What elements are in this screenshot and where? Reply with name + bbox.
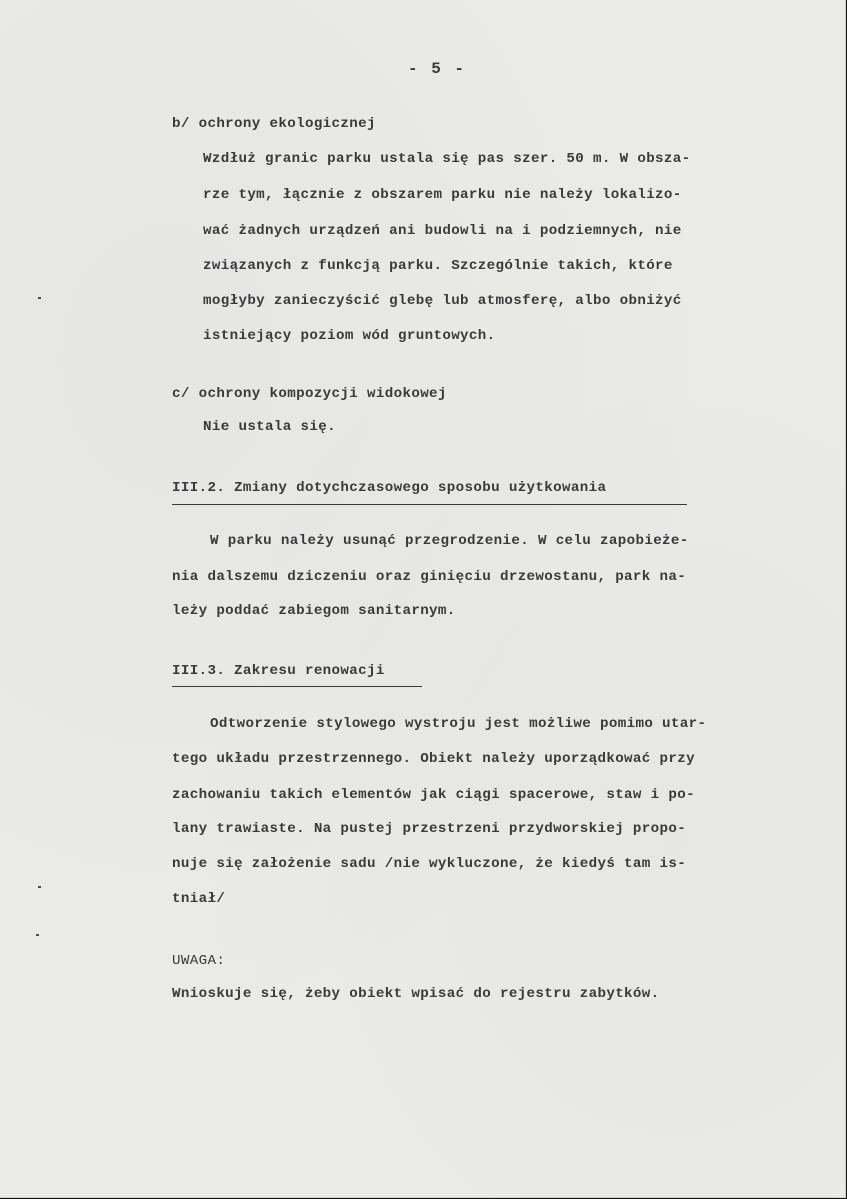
scan-speck xyxy=(38,886,41,888)
section-iii3-heading: III.3. Zakresu renowacji xyxy=(172,663,385,679)
section-b-line: rze tym, łącznie z obszarem parku nie należy lokalizo- xyxy=(203,187,682,203)
section-iii3-line: nuje się założenie sadu /nie wykluczone, że kiedyś tam is- xyxy=(172,856,687,872)
section-iii2-line: leży poddać zabiegom sanitarnym. xyxy=(172,603,456,619)
scan-speck xyxy=(36,934,39,936)
section-iii2-heading: III.2. Zmiany dotychczasowego sposobu użytkowania xyxy=(172,480,607,496)
section-b-line: związanych z funkcją parku. Szczególnie takich, które xyxy=(203,258,673,274)
note-label: UWAGA: xyxy=(172,953,226,969)
section-b-line: wać żadnych urządzeń ani budowli na i podziemnych, nie xyxy=(203,223,682,239)
section-c-heading: c/ ochrony kompozycji widokowej xyxy=(172,386,447,402)
section-iii3-line: lany trawiaste. Na pustej przestrzeni przydworskiej propo- xyxy=(172,821,687,837)
heading-underline xyxy=(172,504,687,505)
note-text: Wnioskuje się, żeby obiekt wpisać do rejestru zabytków. xyxy=(172,986,660,1002)
section-iii3-line: tniał/ xyxy=(172,891,226,907)
heading-underline xyxy=(172,686,422,687)
section-iii3-line: Odtworzenie stylowego wystroju jest możliwe pomimo utar- xyxy=(210,716,707,732)
section-c-line: Nie ustala się. xyxy=(203,419,336,435)
page-number: - 5 - xyxy=(408,60,467,78)
section-b-line: Wzdłuż granic parku ustala się pas szer. 50 m. W obsza- xyxy=(203,151,691,167)
scan-speck xyxy=(38,297,41,299)
section-b-heading: b/ ochrony ekologicznej xyxy=(172,116,376,132)
section-iii3-line: tego układu przestrzennego. Obiekt należy uporządkować przy xyxy=(172,751,695,767)
section-iii2-line: W parku należy usunąć przegrodzenie. W celu zapobieże- xyxy=(210,533,689,549)
section-b-line: mogłyby zanieczyścić glebę lub atmosferę, albo obniżyć xyxy=(203,293,682,309)
section-iii2-line: nia dalszemu dziczeniu oraz ginięciu drzewostanu, park na- xyxy=(172,569,687,585)
section-iii3-line: zachowaniu takich elementów jak ciągi spacerowe, staw i po- xyxy=(172,787,695,803)
section-b-line: istniejący poziom wód gruntowych. xyxy=(203,328,496,344)
